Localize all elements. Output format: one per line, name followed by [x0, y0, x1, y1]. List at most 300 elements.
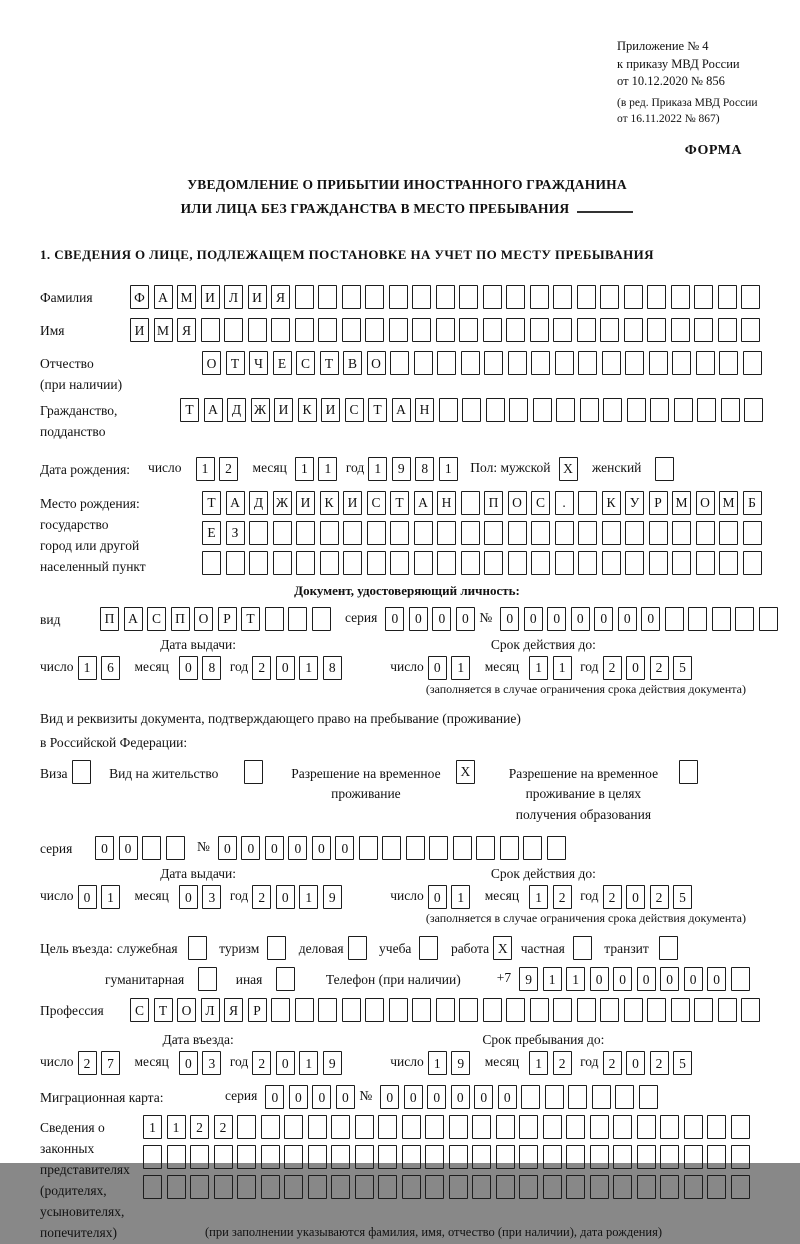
char-cell[interactable]	[412, 998, 431, 1022]
char-cell[interactable]: 1	[529, 1051, 548, 1075]
char-cell[interactable]: 0	[618, 607, 637, 631]
residence-series-cells[interactable]	[95, 836, 189, 860]
char-cell[interactable]	[214, 1145, 233, 1169]
char-cell[interactable]	[649, 521, 668, 545]
char-cell[interactable]: Н	[437, 491, 456, 515]
char-cell[interactable]: А	[154, 285, 173, 309]
char-cell[interactable]: 1	[78, 656, 97, 680]
char-cell[interactable]	[320, 551, 339, 575]
char-cell[interactable]: Я	[177, 318, 196, 342]
char-cell[interactable]: 1	[543, 967, 562, 991]
char-cell[interactable]	[735, 607, 754, 631]
char-cell[interactable]	[674, 398, 693, 422]
char-cell[interactable]	[553, 285, 572, 309]
char-cell[interactable]: Ч	[249, 351, 268, 375]
char-cell[interactable]	[496, 1175, 515, 1199]
char-cell[interactable]	[425, 1115, 444, 1139]
char-cell[interactable]: 0	[179, 885, 198, 909]
char-cell[interactable]	[553, 998, 572, 1022]
char-cell[interactable]: 8	[323, 656, 342, 680]
char-cell[interactable]: 0	[241, 836, 260, 860]
stay-day-cells[interactable]	[428, 1051, 475, 1075]
char-cell[interactable]	[741, 998, 760, 1022]
char-cell[interactable]	[650, 398, 669, 422]
char-cell[interactable]	[472, 1145, 491, 1169]
char-cell[interactable]	[545, 1085, 564, 1109]
char-cell[interactable]	[318, 318, 337, 342]
char-cell[interactable]: Ж	[251, 398, 270, 422]
char-cell[interactable]	[414, 521, 433, 545]
char-cell[interactable]: С	[147, 607, 166, 631]
char-cell[interactable]	[355, 1115, 374, 1139]
char-cell[interactable]	[166, 836, 185, 860]
char-cell[interactable]: 5	[673, 656, 692, 680]
char-cell[interactable]: 0	[409, 607, 428, 631]
char-cell[interactable]	[237, 1145, 256, 1169]
char-cell[interactable]: 0	[684, 967, 703, 991]
char-cell[interactable]	[190, 1175, 209, 1199]
char-cell[interactable]	[249, 521, 268, 545]
char-cell[interactable]	[273, 521, 292, 545]
char-cell[interactable]	[696, 351, 715, 375]
char-cell[interactable]: И	[248, 285, 267, 309]
char-cell[interactable]	[355, 1175, 374, 1199]
char-cell[interactable]: В	[343, 351, 362, 375]
char-cell[interactable]	[578, 521, 597, 545]
char-cell[interactable]	[523, 836, 542, 860]
char-cell[interactable]: 0	[276, 885, 295, 909]
char-cell[interactable]: Т	[202, 491, 221, 515]
char-cell[interactable]	[483, 285, 502, 309]
char-cell[interactable]: 1	[299, 1051, 318, 1075]
char-cell[interactable]	[425, 1145, 444, 1169]
char-cell[interactable]: 0	[500, 607, 519, 631]
char-cell[interactable]	[508, 551, 527, 575]
char-cell[interactable]	[743, 521, 762, 545]
char-cell[interactable]	[637, 1115, 656, 1139]
char-cell[interactable]	[580, 398, 599, 422]
char-cell[interactable]	[320, 521, 339, 545]
char-cell[interactable]	[660, 1145, 679, 1169]
char-cell[interactable]	[439, 398, 458, 422]
char-cell[interactable]	[590, 1175, 609, 1199]
char-cell[interactable]: 2	[219, 457, 238, 481]
char-cell[interactable]	[519, 1115, 538, 1139]
char-cell[interactable]: 0	[288, 836, 307, 860]
char-cell[interactable]	[476, 836, 495, 860]
char-cell[interactable]	[201, 318, 220, 342]
char-cell[interactable]: X	[493, 936, 512, 960]
citizenship-cells[interactable]	[180, 398, 768, 422]
entry-month-cells[interactable]	[179, 1051, 226, 1075]
char-cell[interactable]	[521, 1085, 540, 1109]
char-cell[interactable]	[318, 998, 337, 1022]
char-cell[interactable]	[436, 285, 455, 309]
char-cell[interactable]	[731, 967, 750, 991]
char-cell[interactable]: 1	[439, 457, 458, 481]
char-cell[interactable]: 2	[650, 885, 669, 909]
char-cell[interactable]	[461, 521, 480, 545]
char-cell[interactable]: 0	[78, 885, 97, 909]
char-cell[interactable]	[214, 1175, 233, 1199]
char-cell[interactable]: Р	[248, 998, 267, 1022]
char-cell[interactable]: 0	[456, 607, 475, 631]
char-cell[interactable]: Т	[180, 398, 199, 422]
char-cell[interactable]	[578, 351, 597, 375]
char-cell[interactable]: 2	[214, 1115, 233, 1139]
char-cell[interactable]	[295, 318, 314, 342]
char-cell[interactable]	[308, 1115, 327, 1139]
char-cell[interactable]	[506, 285, 525, 309]
birth-year-cells[interactable]	[368, 457, 462, 481]
char-cell[interactable]	[248, 318, 267, 342]
char-cell[interactable]	[484, 521, 503, 545]
char-cell[interactable]: 0	[474, 1085, 493, 1109]
char-cell[interactable]	[419, 936, 438, 960]
char-cell[interactable]: Я	[224, 998, 243, 1022]
char-cell[interactable]: 7	[101, 1051, 120, 1075]
char-cell[interactable]	[296, 521, 315, 545]
char-cell[interactable]: 9	[392, 457, 411, 481]
char-cell[interactable]	[237, 1175, 256, 1199]
char-cell[interactable]: 2	[553, 1051, 572, 1075]
name-cells[interactable]	[130, 318, 765, 342]
char-cell[interactable]	[660, 1175, 679, 1199]
char-cell[interactable]	[530, 285, 549, 309]
char-cell[interactable]: С	[531, 491, 550, 515]
char-cell[interactable]	[731, 1145, 750, 1169]
char-cell[interactable]	[284, 1115, 303, 1139]
char-cell[interactable]	[167, 1175, 186, 1199]
char-cell[interactable]	[547, 836, 566, 860]
char-cell[interactable]	[543, 1115, 562, 1139]
char-cell[interactable]: С	[296, 351, 315, 375]
char-cell[interactable]: М	[154, 318, 173, 342]
char-cell[interactable]	[624, 318, 643, 342]
char-cell[interactable]	[462, 398, 481, 422]
char-cell[interactable]	[284, 1175, 303, 1199]
valid-month-cells[interactable]	[529, 656, 576, 680]
char-cell[interactable]	[743, 351, 762, 375]
char-cell[interactable]	[707, 1115, 726, 1139]
char-cell[interactable]	[637, 1145, 656, 1169]
char-cell[interactable]: К	[602, 491, 621, 515]
char-cell[interactable]: 0	[428, 656, 447, 680]
char-cell[interactable]	[508, 521, 527, 545]
char-cell[interactable]: 0	[547, 607, 566, 631]
sex-female-checkbox[interactable]	[655, 457, 679, 481]
char-cell[interactable]	[188, 936, 207, 960]
char-cell[interactable]	[553, 318, 572, 342]
char-cell[interactable]	[437, 551, 456, 575]
valid-day-cells[interactable]	[428, 656, 475, 680]
char-cell[interactable]: Т	[226, 351, 245, 375]
char-cell[interactable]: Е	[273, 351, 292, 375]
char-cell[interactable]: 5	[673, 1051, 692, 1075]
char-cell[interactable]	[719, 351, 738, 375]
char-cell[interactable]	[590, 1145, 609, 1169]
char-cell[interactable]	[389, 285, 408, 309]
issue-month-cells[interactable]	[179, 656, 226, 680]
valid-year-cells[interactable]	[603, 656, 697, 680]
char-cell[interactable]: А	[226, 491, 245, 515]
entry-day-cells[interactable]	[78, 1051, 125, 1075]
char-cell[interactable]: Я	[271, 285, 290, 309]
char-cell[interactable]	[577, 285, 596, 309]
char-cell[interactable]	[249, 551, 268, 575]
char-cell[interactable]	[261, 1145, 280, 1169]
char-cell[interactable]	[142, 836, 161, 860]
char-cell[interactable]	[712, 607, 731, 631]
char-cell[interactable]	[659, 936, 678, 960]
char-cell[interactable]	[261, 1115, 280, 1139]
birth-place-cells-1[interactable]	[202, 491, 766, 515]
char-cell[interactable]: 3	[202, 885, 221, 909]
char-cell[interactable]: 8	[202, 656, 221, 680]
char-cell[interactable]: 0	[524, 607, 543, 631]
char-cell[interactable]	[367, 551, 386, 575]
char-cell[interactable]: 0	[590, 967, 609, 991]
char-cell[interactable]: П	[171, 607, 190, 631]
char-cell[interactable]	[342, 285, 361, 309]
char-cell[interactable]: А	[124, 607, 143, 631]
char-cell[interactable]: 0	[95, 836, 114, 860]
char-cell[interactable]: 1	[451, 885, 470, 909]
char-cell[interactable]	[743, 551, 762, 575]
char-cell[interactable]	[414, 551, 433, 575]
char-cell[interactable]: 9	[451, 1051, 470, 1075]
char-cell[interactable]	[359, 836, 378, 860]
char-cell[interactable]	[355, 1145, 374, 1169]
char-cell[interactable]: X	[456, 760, 475, 784]
char-cell[interactable]	[72, 760, 91, 784]
char-cell[interactable]	[519, 1175, 538, 1199]
char-cell[interactable]	[624, 285, 643, 309]
char-cell[interactable]: 0	[404, 1085, 423, 1109]
char-cell[interactable]	[718, 318, 737, 342]
char-cell[interactable]	[453, 836, 472, 860]
purpose-transit-checkbox[interactable]	[659, 936, 683, 960]
char-cell[interactable]	[647, 998, 666, 1022]
char-cell[interactable]	[625, 551, 644, 575]
char-cell[interactable]: 1	[167, 1115, 186, 1139]
char-cell[interactable]	[331, 1175, 350, 1199]
char-cell[interactable]	[531, 551, 550, 575]
char-cell[interactable]	[556, 398, 575, 422]
char-cell[interactable]	[530, 318, 549, 342]
char-cell[interactable]	[519, 1145, 538, 1169]
char-cell[interactable]	[461, 551, 480, 575]
char-cell[interactable]: 0	[119, 836, 138, 860]
char-cell[interactable]: 0	[385, 607, 404, 631]
temp-residence-checkbox[interactable]	[456, 760, 480, 784]
char-cell[interactable]	[573, 936, 592, 960]
char-cell[interactable]: 1	[428, 1051, 447, 1075]
char-cell[interactable]: 2	[603, 885, 622, 909]
char-cell[interactable]	[244, 760, 263, 784]
char-cell[interactable]	[506, 318, 525, 342]
char-cell[interactable]	[237, 1115, 256, 1139]
char-cell[interactable]: О	[202, 351, 221, 375]
char-cell[interactable]: 0	[265, 836, 284, 860]
char-cell[interactable]: 2	[252, 656, 271, 680]
char-cell[interactable]: 1	[101, 885, 120, 909]
char-cell[interactable]	[461, 351, 480, 375]
char-cell[interactable]	[508, 351, 527, 375]
char-cell[interactable]	[684, 1175, 703, 1199]
char-cell[interactable]	[308, 1175, 327, 1199]
char-cell[interactable]	[578, 491, 597, 515]
char-cell[interactable]: 0	[432, 607, 451, 631]
char-cell[interactable]	[533, 398, 552, 422]
temp-residence-edu-checkbox[interactable]	[679, 760, 703, 784]
char-cell[interactable]	[639, 1085, 658, 1109]
representatives-cells-2[interactable]	[143, 1145, 754, 1169]
char-cell[interactable]: А	[392, 398, 411, 422]
char-cell[interactable]	[719, 551, 738, 575]
char-cell[interactable]	[543, 1145, 562, 1169]
char-cell[interactable]: 0	[626, 656, 645, 680]
char-cell[interactable]	[613, 1115, 632, 1139]
char-cell[interactable]: Ф	[130, 285, 149, 309]
char-cell[interactable]	[660, 1115, 679, 1139]
char-cell[interactable]	[459, 318, 478, 342]
char-cell[interactable]: М	[672, 491, 691, 515]
char-cell[interactable]: 0	[707, 967, 726, 991]
char-cell[interactable]: 0	[594, 607, 613, 631]
char-cell[interactable]	[295, 285, 314, 309]
purpose-private-checkbox[interactable]	[573, 936, 597, 960]
char-cell[interactable]	[365, 285, 384, 309]
char-cell[interactable]: А	[414, 491, 433, 515]
char-cell[interactable]	[649, 351, 668, 375]
char-cell[interactable]: 0	[626, 1051, 645, 1075]
char-cell[interactable]: 1	[529, 885, 548, 909]
char-cell[interactable]	[143, 1175, 162, 1199]
char-cell[interactable]	[694, 998, 713, 1022]
char-cell[interactable]	[647, 285, 666, 309]
char-cell[interactable]	[696, 521, 715, 545]
surname-cells[interactable]	[130, 285, 765, 309]
char-cell[interactable]: 0	[641, 607, 660, 631]
char-cell[interactable]: 2	[650, 656, 669, 680]
char-cell[interactable]	[459, 285, 478, 309]
char-cell[interactable]	[679, 760, 698, 784]
valid-year-cells[interactable]	[603, 885, 697, 909]
char-cell[interactable]	[718, 285, 737, 309]
char-cell[interactable]: 0	[336, 1085, 355, 1109]
char-cell[interactable]	[637, 1175, 656, 1199]
char-cell[interactable]	[389, 318, 408, 342]
char-cell[interactable]	[509, 398, 528, 422]
char-cell[interactable]	[543, 1175, 562, 1199]
char-cell[interactable]	[436, 318, 455, 342]
char-cell[interactable]	[261, 1175, 280, 1199]
char-cell[interactable]: 2	[603, 656, 622, 680]
char-cell[interactable]	[483, 318, 502, 342]
char-cell[interactable]: 9	[323, 885, 342, 909]
char-cell[interactable]	[226, 551, 245, 575]
char-cell[interactable]	[665, 607, 684, 631]
char-cell[interactable]	[719, 521, 738, 545]
char-cell[interactable]	[555, 551, 574, 575]
char-cell[interactable]	[342, 318, 361, 342]
char-cell[interactable]: Р	[649, 491, 668, 515]
char-cell[interactable]: Т	[390, 491, 409, 515]
char-cell[interactable]	[500, 836, 519, 860]
char-cell[interactable]: О	[696, 491, 715, 515]
char-cell[interactable]: Т	[320, 351, 339, 375]
char-cell[interactable]	[414, 351, 433, 375]
purpose-work-checkbox[interactable]	[493, 936, 517, 960]
char-cell[interactable]	[592, 1085, 611, 1109]
char-cell[interactable]	[437, 521, 456, 545]
char-cell[interactable]	[318, 285, 337, 309]
char-cell[interactable]	[402, 1115, 421, 1139]
char-cell[interactable]	[530, 998, 549, 1022]
stay-month-cells[interactable]	[529, 1051, 576, 1075]
char-cell[interactable]: И	[130, 318, 149, 342]
char-cell[interactable]: 0	[335, 836, 354, 860]
char-cell[interactable]: 0	[660, 967, 679, 991]
char-cell[interactable]	[167, 1145, 186, 1169]
char-cell[interactable]: 0	[613, 967, 632, 991]
char-cell[interactable]: 2	[603, 1051, 622, 1075]
char-cell[interactable]	[741, 285, 760, 309]
char-cell[interactable]	[190, 1145, 209, 1169]
char-cell[interactable]	[531, 521, 550, 545]
doc-number-cells[interactable]	[500, 607, 782, 631]
char-cell[interactable]	[707, 1145, 726, 1169]
char-cell[interactable]	[578, 551, 597, 575]
char-cell[interactable]: 1	[553, 656, 572, 680]
char-cell[interactable]: 6	[101, 656, 120, 680]
char-cell[interactable]: 1	[143, 1115, 162, 1139]
purpose-other-checkbox[interactable]	[276, 967, 300, 991]
char-cell[interactable]	[577, 998, 596, 1022]
char-cell[interactable]: 0	[265, 1085, 284, 1109]
char-cell[interactable]	[459, 998, 478, 1022]
char-cell[interactable]	[506, 998, 525, 1022]
char-cell[interactable]	[718, 998, 737, 1022]
char-cell[interactable]: 1	[299, 885, 318, 909]
char-cell[interactable]: И	[321, 398, 340, 422]
char-cell[interactable]	[390, 521, 409, 545]
char-cell[interactable]: 1	[451, 656, 470, 680]
char-cell[interactable]	[496, 1115, 515, 1139]
char-cell[interactable]	[412, 318, 431, 342]
char-cell[interactable]	[273, 551, 292, 575]
char-cell[interactable]: К	[298, 398, 317, 422]
char-cell[interactable]	[295, 998, 314, 1022]
phone-cells[interactable]	[519, 967, 754, 991]
char-cell[interactable]	[271, 998, 290, 1022]
char-cell[interactable]	[461, 491, 480, 515]
char-cell[interactable]: Л	[201, 998, 220, 1022]
char-cell[interactable]	[402, 1175, 421, 1199]
representatives-cells-1[interactable]	[143, 1115, 754, 1139]
char-cell[interactable]	[296, 551, 315, 575]
char-cell[interactable]	[624, 998, 643, 1022]
char-cell[interactable]	[472, 1115, 491, 1139]
char-cell[interactable]	[412, 285, 431, 309]
char-cell[interactable]: С	[367, 491, 386, 515]
doc-series-cells[interactable]	[385, 607, 479, 631]
char-cell[interactable]	[568, 1085, 587, 1109]
purpose-humanitarian-checkbox[interactable]	[198, 967, 222, 991]
char-cell[interactable]: Р	[218, 607, 237, 631]
char-cell[interactable]: X	[559, 457, 578, 481]
